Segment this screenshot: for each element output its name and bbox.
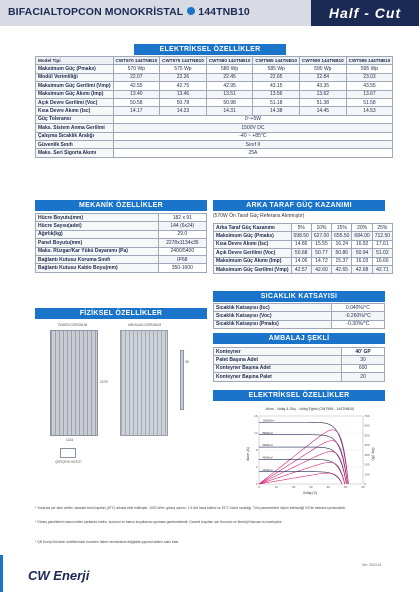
- rear-gain-table: [213, 223, 393, 274]
- product-model: 144TNB10: [198, 6, 250, 18]
- electrical-cell: 51.58: [346, 98, 393, 106]
- y-tick-label: 4: [255, 465, 258, 469]
- rear-gain-cell: 14.72: [311, 257, 331, 265]
- rear-gain-cell: 15%: [332, 224, 352, 232]
- electrical-span-label: Maks. Sistem Anma Gerilimi: [36, 124, 114, 132]
- rear-gain-cell: 16.66: [372, 257, 392, 265]
- electrical-span-label: Güç Toleransı: [36, 115, 114, 123]
- packaging-value: 20: [342, 373, 385, 381]
- electrical-cell: 13.62: [300, 90, 347, 98]
- rear-gain-cell: 712.50: [372, 232, 392, 240]
- container-label: Konteyner: [214, 348, 342, 356]
- rear-gain-cell: 51.02: [372, 249, 392, 257]
- back-view-caption: ARKADAN GÖRÜNÜM: [128, 323, 162, 327]
- electrical-cell: 43.55: [346, 82, 393, 90]
- footnote-3: * Çift Enerji ürünlerin özelliklerinde önceden haber vermeksizin değişiklik yapma hakkını saklı tutar.: [35, 540, 180, 544]
- rear-gain-row: [214, 240, 393, 248]
- model-header: CWT575 144TNB10: [160, 57, 207, 65]
- electrical-cell: 14.23: [160, 107, 207, 115]
- electrical-cell: 575 Wp: [160, 65, 207, 73]
- electrical-cell: 50.78: [160, 98, 207, 106]
- electrical-span-row: [36, 115, 393, 123]
- electrical-cell: 51.38: [300, 98, 347, 106]
- electrical-cell: 50.98: [206, 98, 253, 106]
- electrical-span-label: Çalışma Sıcaklık Aralığı: [36, 132, 114, 140]
- model-header: CWT570 144TNB10: [113, 57, 160, 65]
- series-label: 400W/m²: [262, 456, 273, 460]
- x-tick-label: 20: [291, 485, 296, 489]
- electrical-row: [36, 98, 393, 106]
- packaging-header-row: [214, 348, 385, 356]
- electrical-span-row: [36, 140, 393, 148]
- model-header: CWT585 144TNB10: [253, 57, 300, 65]
- rear-gain-cell: 50.77: [311, 249, 331, 257]
- panel-depth-dimension: 35: [185, 360, 189, 364]
- rear-gain-cell: 5%: [291, 224, 311, 232]
- mechanical-label: Bağlantı Kutusu Kablo Boyu(mm): [36, 264, 159, 272]
- rear-gain-cell: 16.03: [352, 257, 372, 265]
- footnote-1: * Yukarıda yer alan veriler, standart test koşulları (STC) altında elde edilmiştir: 1000 W/m² güneş ışınımı, 1.5 AM hava kütlesi ve 25°C hücre sıcaklığı. Tüm parametreler ölçüm belirsizliği %3 ile tolerans içerisindedir.: [35, 506, 346, 510]
- rear-gain-cell: 14.06: [291, 257, 311, 265]
- y-tick-label: 12: [254, 431, 258, 435]
- series-label: 800W/m²: [262, 431, 273, 435]
- rear-gain-cell: 10%: [311, 224, 331, 232]
- electrical-cell: 13.56: [253, 90, 300, 98]
- mechanical-banner: MEKANİK ÖZELLİKLER: [35, 200, 207, 211]
- electrical-cell: 22.07: [113, 73, 160, 81]
- back-view-panel: [120, 330, 168, 436]
- model-type-header: Model Tipi: [36, 57, 114, 65]
- packaging-row: [214, 373, 385, 381]
- electrical-row-label: Açık Devre Gerilimi (Voc): [36, 98, 114, 106]
- rear-gain-cell: 50.94: [352, 249, 372, 257]
- rear-gain-cell: 50.86: [332, 249, 352, 257]
- rear-gain-cell: 25%: [372, 224, 392, 232]
- rear-gain-row: [214, 257, 393, 265]
- rear-gain-cell: 15.37: [332, 257, 352, 265]
- electrical-row: [36, 107, 393, 115]
- electrical-banner: ELEKTRİKSEL ÖZELLİKLER: [134, 44, 286, 55]
- mechanical-label: Panel Boyutu(mm): [36, 239, 159, 247]
- temperature-value: -0.30%/°C: [331, 320, 384, 328]
- y2-tick-label: 0: [364, 482, 367, 486]
- packaging-label: Konteyner Başına Palet: [214, 373, 342, 381]
- frame-section-detail: [60, 448, 76, 458]
- electrical-cell: 50.58: [113, 98, 160, 106]
- electrical-row-label: Maksimum Güç (Pmaks): [36, 65, 114, 73]
- temperature-row: [214, 312, 385, 320]
- electrical-row-label: Maksimum Güç Gerilimi (Vmp): [36, 82, 114, 90]
- rear-gain-cell: 17.61: [372, 240, 392, 248]
- x-tick-label: 30: [309, 485, 313, 489]
- packaging-value: 30: [342, 356, 385, 364]
- electrical-cell: 570 Wp: [113, 65, 160, 73]
- x-tick-label: 10: [274, 485, 279, 489]
- front-view-caption: ÖNDEN GÖRÜNÜM: [58, 323, 88, 327]
- temperature-row: [214, 304, 385, 312]
- header-bar: [0, 0, 419, 26]
- rear-gain-row: [214, 232, 393, 240]
- product-title: [8, 6, 250, 18]
- pv-curve-series: [259, 462, 345, 484]
- x-tick-label: 60: [361, 485, 365, 489]
- electrical-row: [36, 73, 393, 81]
- rear-gain-label: Maksimum Güç Gerilimi (Vmp): [214, 265, 292, 273]
- chart-y2label: Güç (W): [371, 447, 375, 461]
- rear-gain-label: Maksimum Güç (Pmaks): [214, 232, 292, 240]
- temperature-value: -0.260%/°C: [331, 312, 384, 320]
- mechanical-value: 144 (6x24): [158, 222, 206, 230]
- y2-tick-label: 200: [364, 462, 370, 467]
- rear-gain-cell: 16.92: [352, 240, 372, 248]
- model-header: CWT590 144TNB10: [300, 57, 347, 65]
- y2-tick-label: 400: [364, 443, 370, 448]
- mechanical-label: Bağlantı Kutusu Koruma Sınıfı: [36, 255, 159, 263]
- packaging-row: [214, 364, 385, 372]
- front-view-panel: [50, 330, 98, 436]
- electrical-cell: 595 Wp: [346, 65, 393, 73]
- series-label: 200W/m²: [262, 468, 273, 472]
- frame-section-caption: ÇERÇEVE KESİTİ: [55, 460, 82, 464]
- mechanical-row: [36, 222, 207, 230]
- footnote-2: * Güneş panellerinin kabul edilen şartlarda üretim, kurulum ve bakım koşullarına uyulması gerekmektedir. Garanti koşulları için Kurulum ve Montaj Kılavuzu'nu inceleyiniz.: [35, 520, 283, 524]
- model-header: CWT595 144TNB10: [346, 57, 393, 65]
- packaging-table: [213, 347, 385, 382]
- dot-icon: [187, 7, 195, 15]
- electrical-cell: 43.35: [300, 82, 347, 90]
- brand-logo: CW Enerji: [28, 568, 90, 583]
- electrical-span-row: [36, 124, 393, 132]
- y2-tick-label: 100: [364, 472, 370, 477]
- mechanical-value: IP68: [158, 255, 206, 263]
- series-label: 600W/m²: [262, 444, 273, 448]
- electrical-cell: 51.18: [253, 98, 300, 106]
- mechanical-label: Hücre Boyutu(mm): [36, 214, 159, 222]
- rear-gain-cell: 16.24: [332, 240, 352, 248]
- product-series: BIFACIALTOPCON MONOKRİSTAL: [8, 6, 184, 18]
- y2-tick-label: 300: [364, 452, 370, 457]
- y-tick-label: 0: [255, 482, 258, 486]
- rear-gain-cell: 598.50: [291, 232, 311, 240]
- electrical-span-label: Güvenlik Sınıfı: [36, 140, 114, 148]
- electrical-span-value: Sınıf II: [113, 140, 393, 148]
- electrical-span-row: [36, 132, 393, 140]
- packaging-row: [214, 356, 385, 364]
- electrical-row: [36, 65, 393, 73]
- packaging-value: 600: [342, 364, 385, 372]
- mechanical-row: [36, 255, 207, 263]
- mechanical-table: [35, 213, 207, 273]
- series-label: 1000W/m²: [262, 419, 275, 423]
- rear-gain-cell: 15.55: [311, 240, 331, 248]
- edge-accent-bar: [0, 555, 3, 592]
- electrical-cell: 22.26: [160, 73, 207, 81]
- model-header: CWT580 144TNB10: [206, 57, 253, 65]
- container-type: 40' GP: [342, 348, 385, 356]
- electrical-cell: 14.38: [253, 107, 300, 115]
- mechanical-row: [36, 239, 207, 247]
- electrical-curve-banner: ELEKTRİKSEL ÖZELLİKLER: [213, 390, 385, 401]
- rear-gain-row: [214, 224, 393, 232]
- mechanical-row: [36, 247, 207, 255]
- iv-curve-chart: [245, 404, 375, 496]
- temperature-label: Sıcaklık Katsayısı (Voc): [214, 312, 332, 320]
- version-label: Ver. 2024.01: [362, 563, 382, 567]
- mechanical-label: Ağırlık(kg): [36, 230, 159, 238]
- panel-width-dimension: 1134: [66, 438, 74, 442]
- electrical-row: [36, 82, 393, 90]
- y-tick-label: 16: [254, 414, 258, 418]
- electrical-cell: 14.45: [300, 107, 347, 115]
- rear-gain-label: Arka Taraf Güç Kazanımı: [214, 224, 292, 232]
- electrical-row-label: Kısa Devre Akımı (Isc): [36, 107, 114, 115]
- packaging-label: Palet Başına Adet: [214, 356, 342, 364]
- side-profile: [180, 350, 184, 410]
- chart-title: Akım - Voltaj & Güç - Voltaj Eğrisi (CWT595 - 144TNB10): [265, 407, 355, 411]
- electrical-cell: 13.67: [346, 90, 393, 98]
- electrical-cell: 22.45: [206, 73, 253, 81]
- electrical-cell: 14.53: [346, 107, 393, 115]
- electrical-span-label: Maks. Seri Sigorta Akımı: [36, 149, 114, 157]
- electrical-cell: 13.51: [206, 90, 253, 98]
- temperature-banner: SICAKLIK KATSAYISI: [213, 291, 385, 302]
- physical-banner: FİZİKSEL ÖZELLİKLER: [35, 308, 207, 319]
- electrical-cell: 42.95: [206, 82, 253, 90]
- electrical-span-value: 0~+5W: [113, 115, 393, 123]
- x-tick-label: 40: [326, 485, 331, 489]
- electrical-cell: 43.15: [253, 82, 300, 90]
- rear-gain-cell: 42.60: [311, 265, 331, 273]
- rear-gain-label: Kısa Devre Akımı (Isc): [214, 240, 292, 248]
- rear-gain-cell: 42.71: [372, 265, 392, 273]
- temperature-table: [213, 303, 385, 329]
- rear-gain-cell: 627.00: [311, 232, 331, 240]
- electrical-cell: 580 Wp: [206, 65, 253, 73]
- temperature-label: Sıcaklık Katsayısı (Isc): [214, 304, 332, 312]
- rear-gain-cell: 42.57: [291, 265, 311, 273]
- mechanical-value: 350-1600: [158, 264, 206, 272]
- mechanical-row: [36, 230, 207, 238]
- electrical-cell: 22.65: [253, 73, 300, 81]
- temperature-label: Sıcaklık Katsayısı (Pmaks): [214, 320, 332, 328]
- mechanical-value: 2278x1134x35: [158, 239, 206, 247]
- electrical-span-value: 1500V DC: [113, 124, 393, 132]
- electrical-cell: 14.17: [113, 107, 160, 115]
- rear-gain-row: [214, 265, 393, 273]
- rear-gain-label: Maksimum Güç Akımı (Imp): [214, 257, 292, 265]
- rear-gain-banner: ARKA TARAF GÜÇ KAZANIMI: [213, 200, 385, 211]
- electrical-cell: 585 Wp: [253, 65, 300, 73]
- electrical-span-value: 25A: [113, 149, 393, 157]
- y2-tick-label: 700: [364, 414, 370, 418]
- x-tick-label: 50: [343, 485, 348, 489]
- temperature-row: [214, 320, 385, 328]
- rear-gain-cell: 20%: [352, 224, 372, 232]
- rear-gain-cell: 50.68: [291, 249, 311, 257]
- packaging-banner: AMBALAJ ŞEKLİ: [213, 333, 385, 344]
- electrical-cell: 42.55: [113, 82, 160, 90]
- electrical-cell: 13.46: [160, 90, 207, 98]
- rear-gain-row: [214, 249, 393, 257]
- electrical-cell: 42.75: [160, 82, 207, 90]
- iv-curve-series: [259, 447, 346, 484]
- mechanical-row: [36, 264, 207, 272]
- temperature-value: 0.040%/°C: [331, 304, 384, 312]
- y2-tick-label: 600: [364, 423, 370, 428]
- mechanical-value: 29.0: [158, 230, 206, 238]
- rear-gain-label: Açık Devre Gerilimi (Voc): [214, 249, 292, 257]
- electrical-cell: 23.03: [346, 73, 393, 81]
- mechanical-value: 182 x 91: [158, 214, 206, 222]
- mechanical-label: Hücre Sayısı(adet): [36, 222, 159, 230]
- electrical-cell: 22.84: [300, 73, 347, 81]
- rear-gain-cell: 655.50: [332, 232, 352, 240]
- y-tick-label: 8: [255, 448, 258, 452]
- chart-ylabel: Akım (A): [246, 447, 250, 461]
- electrical-span-row: [36, 149, 393, 157]
- electrical-row-label: Modül Verimliliği: [36, 73, 114, 81]
- half-cut-logo: Half - Cut: [311, 0, 419, 26]
- rear-gain-cell: 684.00: [352, 232, 372, 240]
- pv-curve-series: [259, 473, 342, 484]
- chart-xlabel: Voltaj (V): [302, 491, 318, 495]
- electrical-cell: 14.31: [206, 107, 253, 115]
- electrical-cell: 13.40: [113, 90, 160, 98]
- electrical-row-label: Maksimum Güç Akımı (Imp): [36, 90, 114, 98]
- rear-gain-cell: 14.86: [291, 240, 311, 248]
- electrical-row: [36, 90, 393, 98]
- mechanical-row: [36, 214, 207, 222]
- electrical-table: [35, 56, 393, 158]
- packaging-label: Konteyner Başına Adet: [214, 364, 342, 372]
- electrical-cell: 590 Wp: [300, 65, 347, 73]
- mechanical-label: Maks. Rüzgar/Kar Yükü Dayanımı (Pa): [36, 247, 159, 255]
- panel-height-dimension: 2278: [100, 380, 108, 384]
- y2-tick-label: 500: [364, 433, 370, 438]
- electrical-span-value: -40 ~ +85°C: [113, 132, 393, 140]
- rear-gain-cell: 42.65: [332, 265, 352, 273]
- x-tick-label: 0: [258, 485, 260, 489]
- electrical-header-row: [36, 57, 393, 65]
- rear-gain-cell: 42.68: [352, 265, 372, 273]
- rear-gain-note: (570W Ön Taraf Güç Referans Alınmıştır): [213, 213, 305, 219]
- mechanical-value: 2400/5400: [158, 247, 206, 255]
